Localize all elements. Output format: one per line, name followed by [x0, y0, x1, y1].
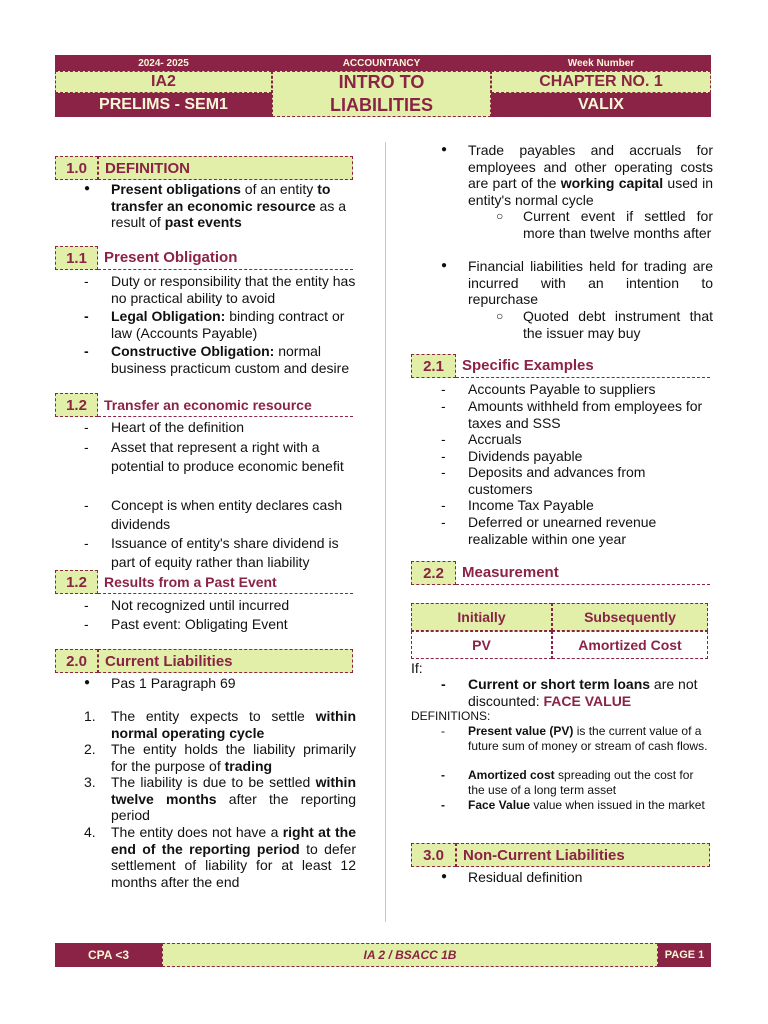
- section-number: 2.2: [411, 561, 456, 585]
- item-text: Concept is when entity declares cash dividends: [111, 497, 343, 532]
- dash-marker: -: [441, 514, 446, 530]
- bold-term: within twelve months: [111, 774, 356, 807]
- dash-marker: -: [84, 419, 89, 435]
- page-footer: [55, 943, 711, 967]
- section-number: 2.0: [55, 649, 98, 673]
- section-title: Results from a Past Event: [98, 570, 353, 594]
- text: used in entity's normal cycle: [468, 175, 713, 208]
- item-number: 4.: [84, 824, 96, 840]
- title-line-1: INTRO TO: [338, 72, 425, 92]
- term-label: PRELIMS - SEM1: [55, 93, 272, 117]
- section-2-0-heading: [55, 649, 353, 673]
- bullet-marker: ●: [441, 871, 448, 882]
- section-number: 1.1: [55, 246, 98, 270]
- table-header-subsequently: Subsequently: [552, 603, 708, 631]
- dash-marker: -: [84, 616, 89, 632]
- dash-marker: -: [84, 273, 89, 289]
- bold-term: Face Value: [468, 798, 531, 812]
- item-number: 3.: [84, 774, 96, 790]
- numbered-item: [84, 774, 356, 824]
- section-1-0-heading: [55, 156, 353, 180]
- list-item: [441, 676, 713, 709]
- section-title: Measurement: [456, 561, 710, 585]
- item-text: Amounts withheld from employees for taxes and SSS: [468, 398, 703, 431]
- text: as a result of: [111, 197, 346, 230]
- table-cell-amortized-cost: Amortized Cost: [552, 631, 708, 659]
- item-text: Accounts Payable to suppliers: [468, 381, 656, 397]
- section-title: Specific Examples: [456, 354, 710, 378]
- section-title: DEFINITION: [98, 156, 353, 180]
- list-item: [84, 419, 356, 436]
- text: after the reporting period: [111, 790, 356, 823]
- dash-marker: -: [441, 431, 446, 447]
- dash-marker: -: [84, 343, 89, 359]
- bold-term: within normal operating cycle: [111, 708, 356, 741]
- list-item: [84, 308, 356, 341]
- item-text: Quoted debt instrument that the issuer may buy: [523, 308, 713, 341]
- footer-center: IA 2 / BSACC 1B: [162, 943, 658, 967]
- dash-marker: -: [441, 448, 446, 464]
- subject-label: ACCOUNTANCY: [272, 55, 491, 71]
- chapter-number: CHAPTER NO. 1: [491, 71, 711, 93]
- text: The liability is due to be settled: [111, 774, 316, 790]
- dash-marker: -: [84, 597, 89, 613]
- bullet-marker: ●: [84, 183, 91, 194]
- definition-item: [441, 768, 713, 797]
- list-item: [84, 181, 356, 231]
- year-label: 2024- 2025: [55, 55, 272, 71]
- bold-term: Amortized cost: [468, 768, 555, 782]
- list-item: [84, 273, 356, 306]
- example-item: [441, 497, 713, 514]
- item-number: 1.: [84, 708, 96, 724]
- text: The entity holds the liability primarily for the purpose of: [111, 741, 356, 774]
- example-item: [441, 431, 713, 448]
- measurement-table: [411, 603, 708, 659]
- item-text: Past event: Obligating Event: [111, 616, 288, 632]
- dash-marker: -: [441, 798, 445, 812]
- bold-term: Present value (PV): [468, 724, 574, 738]
- text: normal business practicum custom and desire: [111, 343, 350, 376]
- dash-marker: -: [441, 381, 446, 397]
- section-title: Non-Current Liabilities: [456, 843, 710, 867]
- list-item: [441, 869, 713, 886]
- item-text: Current event if settled for more than twelve months after: [523, 208, 713, 241]
- numbered-item: [84, 741, 356, 774]
- bold-term: trading: [224, 757, 273, 774]
- section-2-1-heading: [411, 354, 710, 378]
- bullet-marker: ●: [441, 260, 448, 271]
- dash-marker: -: [441, 464, 446, 480]
- example-item: [441, 381, 713, 398]
- item-number: 2.: [84, 741, 96, 757]
- section-title: Current Liabilities: [98, 649, 353, 673]
- section-number: 1.2: [55, 393, 98, 417]
- title-line-2: LIABILITIES: [330, 95, 433, 115]
- item-text: Duty or responsibility that the entity has no practical ability to avoid: [111, 273, 356, 306]
- list-item: [84, 616, 356, 633]
- column-divider: [385, 142, 386, 922]
- dash-marker: -: [441, 497, 446, 513]
- page-title: [272, 71, 491, 117]
- list-item: [84, 675, 356, 692]
- section-number: 3.0: [411, 843, 456, 867]
- list-item: [84, 496, 356, 533]
- list-item: [441, 258, 713, 308]
- item-text: Not recognized until incurred: [111, 597, 290, 613]
- list-item: [84, 438, 356, 475]
- example-item: [441, 464, 713, 497]
- text: The entity expects to settle: [111, 708, 316, 724]
- text: is the current value of a future sum of money or stream of cash flows.: [468, 724, 708, 753]
- example-item: [441, 514, 713, 547]
- text: spreading out the cost for the use of a long term asset: [468, 768, 694, 797]
- example-item: [441, 448, 713, 465]
- text: The entity does not have a: [111, 824, 283, 840]
- section-number: 2.1: [411, 354, 456, 378]
- dash-marker: -: [441, 724, 445, 738]
- circle-marker: ○: [496, 309, 504, 323]
- item-text: Deferred or unearned revenue realizable within one year: [468, 514, 657, 547]
- sub-list-item: [496, 308, 713, 341]
- item-text: Accruals: [468, 431, 522, 447]
- bold-term: Present obligations: [111, 181, 241, 197]
- course-code: IA2: [55, 71, 272, 93]
- document-header: [55, 55, 711, 117]
- dash-marker: -: [84, 535, 89, 551]
- item-text: Pas 1 Paragraph 69: [111, 675, 236, 691]
- bold-term: working capital: [560, 175, 664, 191]
- bold-term: right at the end of the reporting period: [111, 824, 356, 857]
- table-header-initially: Initially: [411, 603, 552, 631]
- bold-term: past events: [164, 214, 242, 230]
- author-label: VALIX: [491, 93, 711, 117]
- bold-term: Legal Obligation:: [111, 308, 226, 324]
- text: are not discounted:: [468, 676, 698, 709]
- section-1-2-past-event-heading: [55, 570, 353, 594]
- list-item: [84, 534, 356, 571]
- table-cell-pv: PV: [411, 631, 552, 659]
- dash-marker: -: [441, 398, 446, 414]
- item-text: Issuance of entity's share dividend is part of equity rather than liability: [111, 535, 339, 570]
- dash-marker: -: [84, 439, 89, 455]
- item-text: Heart of the definition: [111, 419, 245, 435]
- numbered-item: [84, 824, 356, 890]
- list-item: [84, 597, 356, 614]
- section-3-0-heading: [411, 843, 710, 867]
- footer-left: CPA <3: [55, 943, 162, 967]
- section-title: Present Obligation: [98, 246, 353, 270]
- item-text: Residual definition: [468, 869, 583, 885]
- section-1-1-heading: [55, 246, 353, 270]
- page-number: PAGE 1: [658, 943, 711, 967]
- item-text: Financial liabilities held for trading are incurred with an intention to repurchase: [468, 258, 713, 307]
- circle-marker: ○: [496, 209, 504, 223]
- sub-list-item: [496, 208, 713, 241]
- bold-term: to transfer an economic resource: [111, 181, 331, 214]
- text: binding contract or law (Accounts Payable): [111, 308, 345, 341]
- bullet-marker: ●: [84, 677, 91, 688]
- section-number: 1.0: [55, 156, 98, 180]
- dash-marker: -: [441, 768, 445, 782]
- text: Trade payables and accruals for employees and other operating costs are part of the: [468, 142, 713, 191]
- text: of an entity: [240, 181, 318, 197]
- text: to defer settlement of liability for at least 12 months after the end: [111, 840, 356, 890]
- list-item: [84, 343, 356, 376]
- bold-term: Current or short term loans: [468, 676, 651, 692]
- section-title: Transfer an economic resource: [98, 393, 353, 417]
- example-item: [441, 398, 713, 431]
- section-number: 1.2: [55, 570, 98, 594]
- definition-item: [441, 724, 713, 753]
- item-text: Dividends payable: [468, 448, 583, 464]
- bullet-marker: ●: [441, 144, 448, 155]
- numbered-item: [84, 708, 356, 741]
- section-2-2-heading: [411, 561, 710, 585]
- item-text: Asset that represent a right with a potential to produce economic benefit: [111, 439, 344, 474]
- dash-marker: -: [441, 676, 446, 692]
- dash-marker: -: [84, 497, 89, 513]
- text: value when issued in the market: [530, 798, 705, 812]
- list-item: [441, 142, 713, 208]
- item-text: Deposits and advances from customers: [468, 464, 646, 497]
- definition-item: [441, 798, 713, 813]
- definitions-label: DEFINITIONS:: [411, 709, 491, 723]
- face-value-emphasis: FACE VALUE: [543, 692, 632, 709]
- section-1-2-transfer-heading: [55, 393, 353, 417]
- if-label: If:: [411, 660, 423, 676]
- dash-marker: -: [84, 308, 89, 324]
- item-text: Income Tax Payable: [468, 497, 594, 513]
- week-number-label: Week Number: [491, 55, 711, 71]
- bold-term: Constructive Obligation:: [111, 343, 275, 359]
